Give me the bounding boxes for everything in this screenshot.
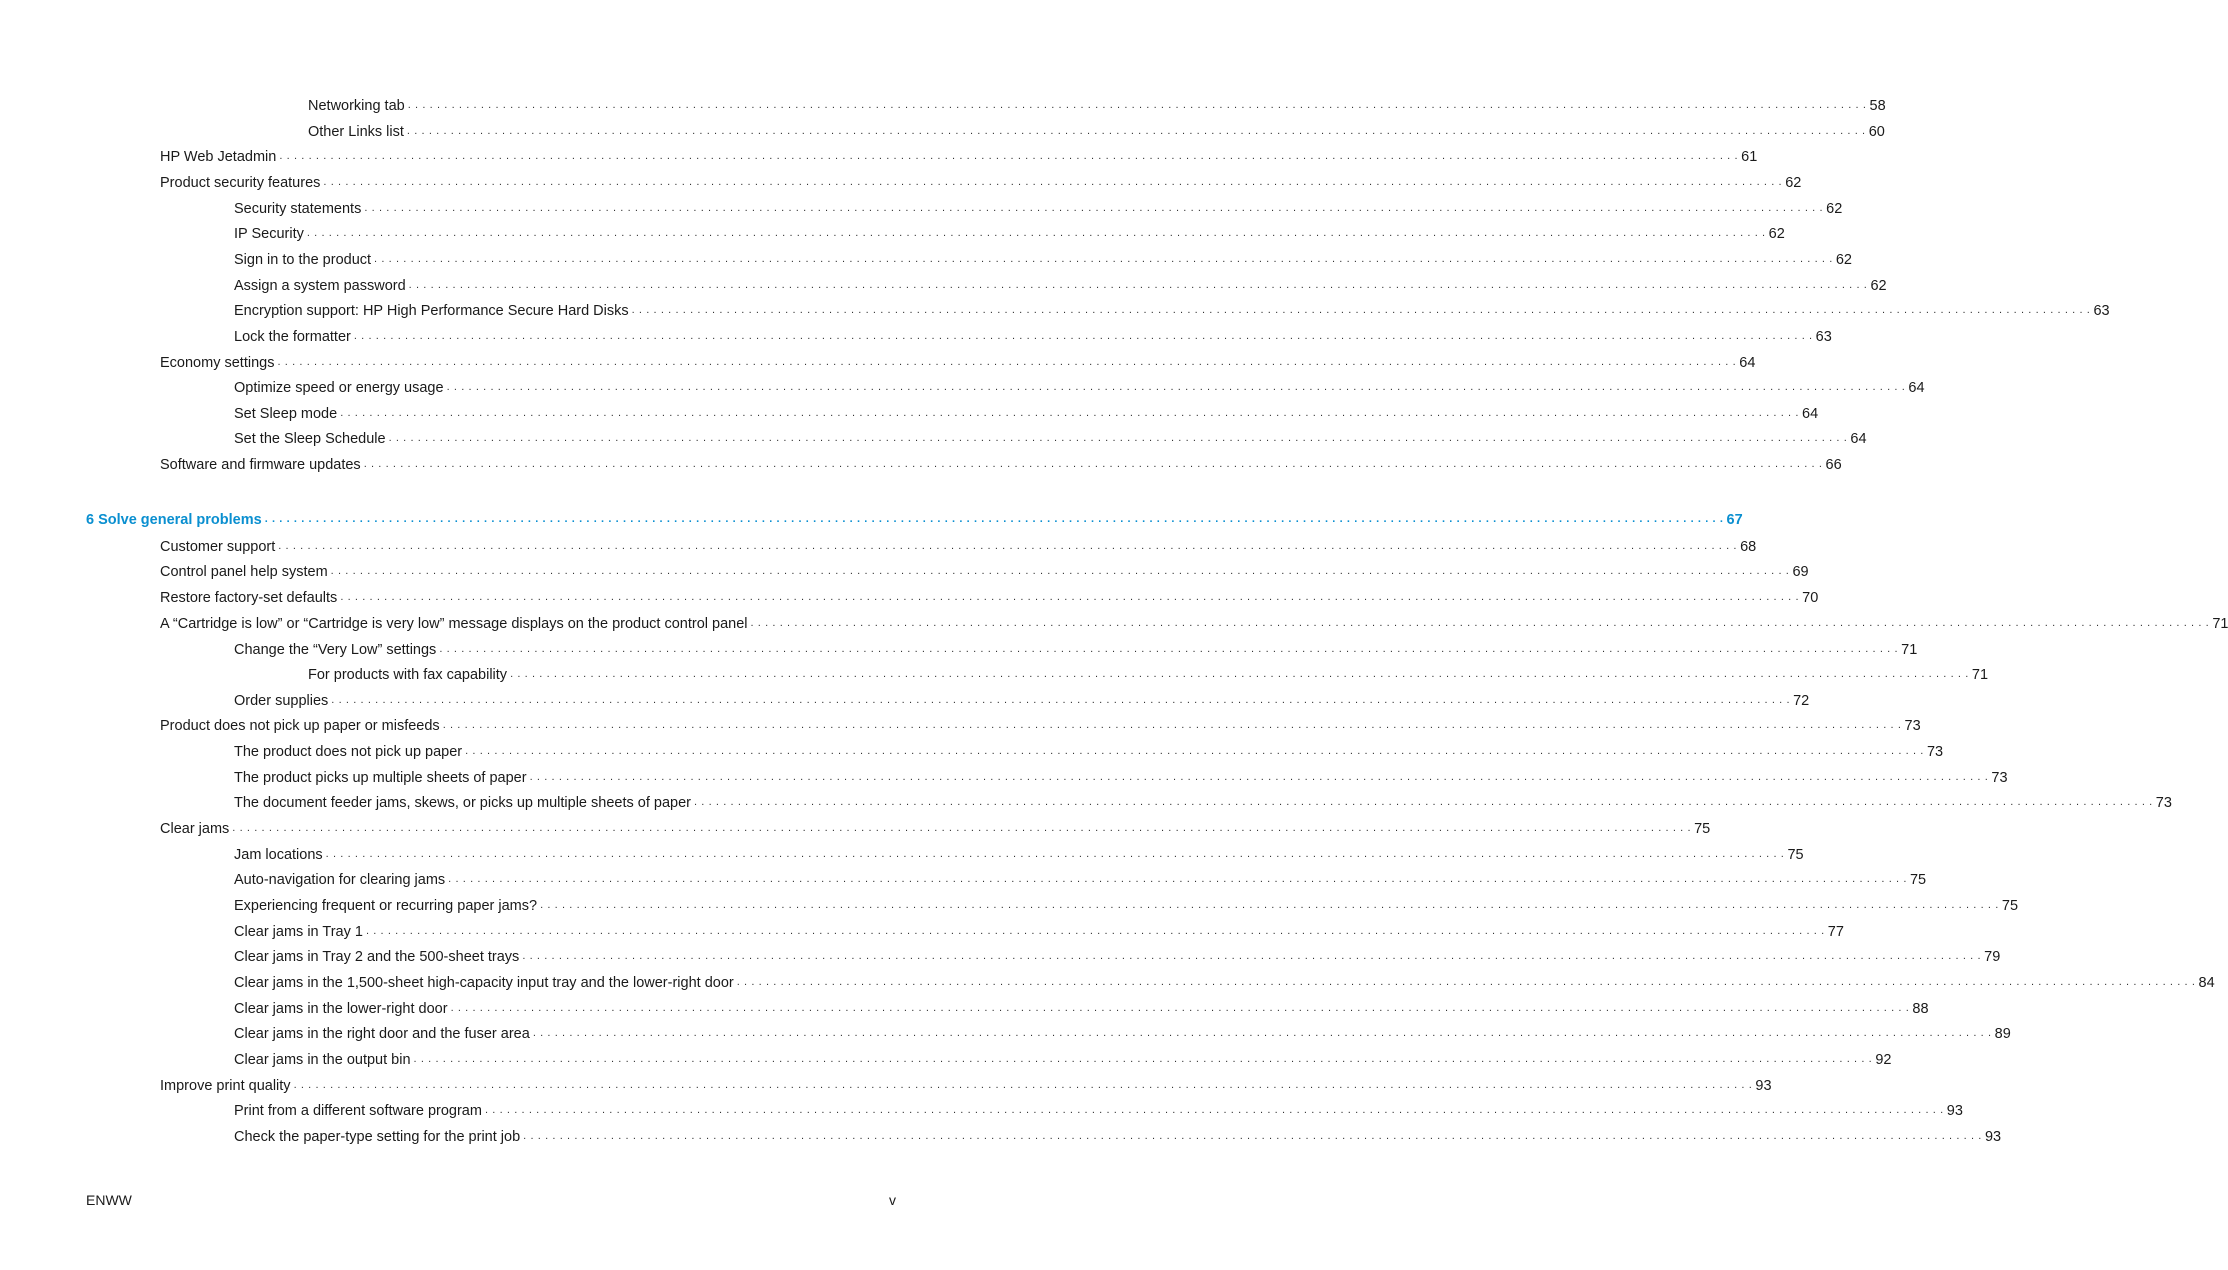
toc-entry[interactable]: [160, 562, 1809, 582]
dot-leader: . . . . . . . . . . . . . . . . . . . . . . . . . . . . . . . . . . . . . . . . . . . . . . . . . . . . . . . . . . . . . . . . . . . . . . . . . . . . . . . . . . . . . . . . . . . . . . . . . . . . . . . . . . . . . . . . . . . . . . . . . . . . . . . . . . . . . . . . . . . . . . . . . . . . . . . . . . . . . . . . . . . . . . . . . . . . . . . . . . . . . . . . . . . . . . . . . . . . . . . .: [232, 822, 1692, 834]
toc-entry-page: 62: [1768, 226, 1785, 242]
toc-entry-page: 63: [1815, 329, 1832, 345]
footer-page-number: v: [889, 1192, 896, 1208]
toc-entry[interactable]: [234, 327, 1832, 347]
toc-entry-page: 62: [1826, 201, 1843, 217]
toc-entry-page: 84: [2198, 975, 2215, 991]
dot-leader: . . . . . . . . . . . . . . . . . . . . . . . . . . . . . . . . . . . . . . . . . . . . . . . . . . . . . . . . . . . . . . . . . . . . . . . . . . . . . . . . . . . . . . . . . . . . . . . . . . . . . . . . . . . . . . . . . . . . . . . . . . . . . . . . . . . . . . . . . . . . . . . . . . . . . . . . . . . . . . . . . . . . . . . . . . . . . . . . . . . . . . . . . . . . . . . . . . . . . . . .: [353, 330, 1813, 342]
toc-entry-title: Clear jams: [160, 821, 230, 837]
dot-leader: . . . . . . . . . . . . . . . . . . . . . . . . . . . . . . . . . . . . . . . . . . . . . . . . . . . . . . . . . . . . . . . . . . . . . . . . . . . . . . . . . . . . . . . . . . . . . . . . . . . . . . . . . . . . . . . . . . . . . . . . . . . . . . . . . . . . . . . . . . . . . . . . . . . . . . . . . . . . . . . . . . . . . . . . . . . . . . . . . . . . . . . . . . . . . . . . . . . . . . . .: [277, 356, 1737, 368]
dot-leader: . . . . . . . . . . . . . . . . . . . . . . . . . . . . . . . . . . . . . . . . . . . . . . . . . . . . . . . . . . . . . . . . . . . . . . . . . . . . . . . . . . . . . . . . . . . . . . . . . . . . . . . . . . . . . . . . . . . . . . . . . . . . . . . . . . . . . . . . . . . . . . . . . . . . . . . . . . . . . . . . . . . . . . . . . . . . . . . . . . . . . . . . . . . . . . . . . . . . . . . .: [293, 1079, 1753, 1091]
toc-entry[interactable]: [234, 845, 1804, 865]
dot-leader: . . . . . . . . . . . . . . . . . . . . . . . . . . . . . . . . . . . . . . . . . . . . . . . . . . . . . . . . . . . . . . . . . . . . . . . . . . . . . . . . . . . . . . . . . . . . . . . . . . . . . . . . . . . . . . . . . . . . . . . . . . . . . . . . . . . . . . . . . . . . . . . . . . . . . . . . . . . . . . . . . . . . . . . . . . . . . . . . . . . . . . . . . . . . . . . . . . . . . . . .: [448, 873, 1907, 885]
toc-entry-page: 64: [1908, 380, 1925, 396]
toc-entry-page: 73: [1904, 718, 1921, 734]
toc-entry[interactable]: [308, 96, 1886, 116]
toc-entry[interactable]: [234, 999, 1929, 1019]
toc-entry-page: 73: [1926, 744, 1944, 760]
toc-entry-title: Lock the formatter: [234, 329, 351, 345]
toc-entry-title: 6 Solve general problems: [86, 512, 262, 528]
dot-leader: . . . . . . . . . . . . . . . . . . . . . . . . . . . . . . . . . . . . . . . . . . . . . . . . . . . . . . . . . . . . . . . . . . . . . . . . . . . . . . . . . . . . . . . . . . . . . . . . . . . . . . . . . . . . . . . . . . . . . . . . . . . . . . . . . . . . . . . . . . . . . . . . . . . . . . . . . . . . . . . . . . . . . . . . . . . . . . . . . . . . . . . . . . . . . . . . . . . . . . . .: [439, 643, 1899, 655]
toc-entry-page: 79: [1984, 949, 2001, 965]
toc-entry[interactable]: [160, 716, 1921, 736]
toc-entry-title: Clear jams in the output bin: [234, 1052, 411, 1068]
toc-entry[interactable]: [234, 1024, 2011, 1044]
toc-chapter-entry[interactable]: [86, 510, 1743, 530]
toc-entry[interactable]: [234, 276, 1887, 296]
dot-leader: . . . . . . . . . . . . . . . . . . . . . . . . . . . . . . . . . . . . . . . . . . . . . . . . . . . . . . . . . . . . . . . . . . . . . . . . . . . . . . . . . . . . . . . . . . . . . . . . . . . . . . . . . . . . . . . . . . . . . . . . . . . . . . . . . . . . . . . . . . . . . . . . . . . . . . . . . . . . . . . . . . . . . . . . . . . . . . . . . . . . . . . . . . . . . . . . . . . . . . . .: [340, 407, 1799, 419]
toc-entry-title: Networking tab: [308, 98, 405, 114]
toc-entry[interactable]: [234, 973, 2215, 993]
toc-entry[interactable]: [234, 640, 1918, 660]
toc-entry[interactable]: [160, 353, 1756, 373]
footer-left-label: ENWW: [86, 1192, 132, 1208]
toc-entry[interactable]: [308, 122, 1885, 142]
dot-leader: . . . . . . . . . . . . . . . . . . . . . . . . . . . . . . . . . . . . . . . . . . . . . . . . . . . . . . . . . . . . . . . . . . . . . . . . . . . . . . . . . . . . . . . . . . . . . . . . . . . . . . . . . . . . . . . . . . . . . . . . . . . . . . . . . . . . . . . . . . . . . . . . . . . . . . . . . . . . . . . . . . . . . . . . . . . . . . . . . . . . . . . . . . . . . . . . . . . . . . . .: [365, 925, 1825, 937]
toc-entry-page: 64: [1850, 431, 1867, 447]
toc-entry-page: 62: [1785, 175, 1802, 191]
toc-entry-page: 71: [2212, 616, 2228, 632]
toc-entry-page: 71: [1901, 642, 1918, 658]
toc-entry-title: HP Web Jetadmin: [160, 149, 277, 165]
toc-entry-title: Order supplies: [234, 693, 329, 709]
toc-entry[interactable]: [234, 1101, 1963, 1121]
dot-leader: . . . . . . . . . . . . . . . . . . . . . . . . . . . . . . . . . . . . . . . . . . . . . . . . . . . . . . . . . . . . . . . . . . . . . . . . . . . . . . . . . . . . . . . . . . . . . . . . . . . . . . . . . . . . . . . . . . . . . . . . . . . . . . . . . . . . . . . . . . . . . . . . . . . . . . . . . . . . . . . . . . . . . . . . . . . . . . . . . . . . . . . . . . . . . . . . . . . . . . . .: [736, 976, 2196, 988]
dot-leader: . . . . . . . . . . . . . . . . . . . . . . . . . . . . . . . . . . . . . . . . . . . . . . . . . . . . . . . . . . . . . . . . . . . . . . . . . . . . . . . . . . . . . . . . . . . . . . . . . . . . . . . . . . . . . . . . . . . . . . . . . . . . . . . . . . . . . . . . . . . . . . . . . . . . . . . . . . . . . . . . . . . . . . . . . . . . . . . . . . . . . . . . . . . . . . . . . . . . . . . .: [340, 591, 1800, 603]
toc-entry[interactable]: [234, 1127, 2002, 1147]
toc-entry[interactable]: [234, 199, 1843, 219]
toc-entry-title: Set Sleep mode: [234, 406, 338, 422]
toc-entry-title: Auto-navigation for clearing jams: [234, 872, 446, 888]
toc-entry-page: 75: [1694, 821, 1711, 837]
dot-leader: . . . . . . . . . . . . . . . . . . . . . . . . . . . . . . . . . . . . . . . . . . . . . . . . . . . . . . . . . . . . . . . . . . . . . . . . . . . . . . . . . . . . . . . . . . . . . . . . . . . . . . . . . . . . . . . . . . . . . . . . . . . . . . . . . . . . . . . . . . . . . . . . . . . . . . . . . . . . . . . . . . . . . . . . . . . . . . . . . . . . . . . . . . . . . . . . . . . . . . . .: [413, 1053, 1873, 1065]
dot-leader: . . . . . . . . . . . . . . . . . . . . . . . . . . . . . . . . . . . . . . . . . . . . . . . . . . . . . . . . . . . . . . . . . . . . . . . . . . . . . . . . . . . . . . . . . . . . . . . . . . . . . . . . . . . . . . . . . . . . . . . . . . . . . . . . . . . . . . . . . . . . . . . . . . . . . . . . . . . . . . . . . . . . . . . . . . . . . . . . . . . . . . . . . . . . . . . . . . . . . . . .: [325, 848, 1785, 860]
toc-entry[interactable]: [234, 691, 1810, 711]
dot-leader: . . . . . . . . . . . . . . . . . . . . . . . . . . . . . . . . . . . . . . . . . . . . . . . . . . . . . . . . . . . . . . . . . . . . . . . . . . . . . . . . . . . . . . . . . . . . . . . . . . . . . . . . . . . . . . . . . . . . . . . . . . . . . . . . . . . . . . . . . . . . . . . . . . . . . . . . . . . . . . . . . . . . . . . . . . . . . . . . . . . . . . . . . . . . . . . . . . . . . . . .: [484, 1104, 1944, 1116]
toc-entry[interactable]: [234, 896, 2019, 916]
toc-entry-title: Improve print quality: [160, 1078, 291, 1094]
dot-leader: . . . . . . . . . . . . . . . . . . . . . . . . . . . . . . . . . . . . . . . . . . . . . . . . . . . . . . . . . . . . . . . . . . . . . . . . . . . . . . . . . . . . . . . . . . . . . . . . . . . . . . . . . . . . . . . . . . . . . . . . . . . . . . . . . . . . . . . . . . . . . . . . . . . . . . . . . . . . . . . . . . . . . . . . . . . . . . . . . . . . . . . . . . . . . . . . . . . . . . . .: [750, 617, 2210, 629]
dot-leader: . . . . . . . . . . . . . . . . . . . . . . . . . . . . . . . . . . . . . . . . . . . . . . . . . . . . . . . . . . . . . . . . . . . . . . . . . . . . . . . . . . . . . . . . . . . . . . . . . . . . . . . . . . . . . . . . . . . . . . . . . . . . . . . . . . . . . . . . . . . . . . . . . . . . . . . . . . . . . . . . . . . . . . . . . . . . . . . . . . . . . . . . . . . . . . . . . . . . . . . .: [693, 796, 2153, 808]
toc-entry-title: A “Cartridge is low” or “Cartridge is very low” message displays on the product control panel: [160, 616, 748, 632]
toc-entry-page: 68: [1740, 539, 1757, 555]
toc-entry-page: 61: [1741, 149, 1758, 165]
toc-entry-title: The document feeder jams, skews, or picks up multiple sheets of paper: [234, 795, 691, 811]
toc-entry[interactable]: [234, 301, 2110, 321]
toc-entry-title: Clear jams in the right door and the fuser area: [234, 1026, 530, 1042]
toc-entry[interactable]: [160, 173, 1802, 193]
toc-entry-page: 71: [1971, 667, 1989, 683]
toc-entry-page: 73: [1991, 770, 2008, 786]
toc-entry[interactable]: [234, 250, 1852, 270]
dot-leader: . . . . . . . . . . . . . . . . . . . . . . . . . . . . . . . . . . . . . . . . . . . . . . . . . . . . . . . . . . . . . . . . . . . . . . . . . . . . . . . . . . . . . . . . . . . . . . . . . . . . . . . . . . . . . . . . . . . . . . . . . . . . . . . . . . . . . . . . . . . . . . . . . . . . . . . . . . . . . . . . . . . . . . . . . . . . . . . . . . . . . . . . . . . . . . . . . . . . . . . .: [388, 432, 1848, 444]
toc-entry[interactable]: [234, 742, 1944, 762]
dot-leader: . . . . . . . . . . . . . . . . . . . . . . . . . . . . . . . . . . . . . . . . . . . . . . . . . . . . . . . . . . . . . . . . . . . . . . . . . . . . . . . . . . . . . . . . . . . . . . . . . . . . . . . . . . . . . . . . . . . . . . . . . . . . . . . . . . . . . . . . . . . . . . . . . . . . . . . . . . . . . . . . . . . . . . . . . . . . . . . . . . . . . . . . . . . . . . . . . . . . . . . .: [264, 513, 1724, 525]
dot-leader: . . . . . . . . . . . . . . . . . . . . . . . . . . . . . . . . . . . . . . . . . . . . . . . . . . . . . . . . . . . . . . . . . . . . . . . . . . . . . . . . . . . . . . . . . . . . . . . . . . . . . . . . . . . . . . . . . . . . . . . . . . . . . . . . . . . . . . . . . . . . . . . . . . . . . . . . . . . . . . . . . . . . . . . . . . . . . . . . . . . . . . . . . . . . . . . . . . . . . . . .: [522, 950, 1982, 962]
dot-leader: . . . . . . . . . . . . . . . . . . . . . . . . . . . . . . . . . . . . . . . . . . . . . . . . . . . . . . . . . . . . . . . . . . . . . . . . . . . . . . . . . . . . . . . . . . . . . . . . . . . . . . . . . . . . . . . . . . . . . . . . . . . . . . . . . . . . . . . . . . . . . . . . . . . . . . . . . . . . . . . . . . . . . . . . . . . . . . . . . . . . . . . . . . . . . . . . . . . . . . . .: [330, 565, 1790, 577]
toc-entry-page: 62: [1835, 252, 1852, 268]
toc-entry[interactable]: [160, 147, 1758, 167]
toc-entry[interactable]: [308, 665, 1989, 685]
toc-entry-title: Product does not pick up paper or misfeeds: [160, 718, 440, 734]
dot-leader: . . . . . . . . . . . . . . . . . . . . . . . . . . . . . . . . . . . . . . . . . . . . . . . . . . . . . . . . . . . . . . . . . . . . . . . . . . . . . . . . . . . . . . . . . . . . . . . . . . . . . . . . . . . . . . . . . . . . . . . . . . . . . . . . . . . . . . . . . . . . . . . . . . . . . . . . . . . . . . . . . . . . . . . . . . . . . . . . . . . . . . . . . . . . . . . . . . . . . . . .: [278, 540, 1738, 552]
toc-entry-page: 69: [1792, 564, 1809, 580]
toc-entry[interactable]: [160, 537, 1757, 557]
toc-entry-page: 73: [2155, 795, 2172, 811]
dot-leader: . . . . . . . . . . . . . . . . . . . . . . . . . . . . . . . . . . . . . . . . . . . . . . . . . . . . . . . . . . . . . . . . . . . . . . . . . . . . . . . . . . . . . . . . . . . . . . . . . . . . . . . . . . . . . . . . . . . . . . . . . . . . . . . . . . . . . . . . . . . . . . . . . . . . . . . . . . . . . . . . . . . . . . . . . . . . . . . . . . . . . . . . . . . . . . . . . . . . . . . .: [510, 668, 1969, 680]
toc-entry-title: Print from a different software program: [234, 1103, 482, 1119]
toc-entry-title: The product does not pick up paper: [234, 744, 463, 760]
dot-leader: . . . . . . . . . . . . . . . . . . . . . . . . . . . . . . . . . . . . . . . . . . . . . . . . . . . . . . . . . . . . . . . . . . . . . . . . . . . . . . . . . . . . . . . . . . . . . . . . . . . . . . . . . . . . . . . . . . . . . . . . . . . . . . . . . . . . . . . . . . . . . . . . . . . . . . . . . . . . . . . . . . . . . . . . . . . . . . . . . . . . . . . . . . . . . . . . . . . . . . . .: [540, 899, 1999, 911]
toc-entry[interactable]: [234, 378, 1925, 398]
dot-leader: . . . . . . . . . . . . . . . . . . . . . . . . . . . . . . . . . . . . . . . . . . . . . . . . . . . . . . . . . . . . . . . . . . . . . . . . . . . . . . . . . . . . . . . . . . . . . . . . . . . . . . . . . . . . . . . . . . . . . . . . . . . . . . . . . . . . . . . . . . . . . . . . . . . . . . . . . . . . . . . . . . . . . . . . . . . . . . . . . . . . . . . . . . . . . . . . . . . . . . . .: [279, 150, 1739, 162]
toc-entry-page: 93: [1984, 1129, 2002, 1145]
toc-entry-page: 58: [1869, 98, 1886, 114]
dot-leader: . . . . . . . . . . . . . . . . . . . . . . . . . . . . . . . . . . . . . . . . . . . . . . . . . . . . . . . . . . . . . . . . . . . . . . . . . . . . . . . . . . . . . . . . . . . . . . . . . . . . . . . . . . . . . . . . . . . . . . . . . . . . . . . . . . . . . . . . . . . . . . . . . . . . . . . . . . . . . . . . . . . . . . . . . . . . . . . . . . . . . . . . . . . . . . . . . . . . . . . .: [631, 304, 2091, 316]
toc-entry-page: 67: [1726, 512, 1743, 528]
toc-entry-page: 93: [1946, 1103, 1963, 1119]
dot-leader: . . . . . . . . . . . . . . . . . . . . . . . . . . . . . . . . . . . . . . . . . . . . . . . . . . . . . . . . . . . . . . . . . . . . . . . . . . . . . . . . . . . . . . . . . . . . . . . . . . . . . . . . . . . . . . . . . . . . . . . . . . . . . . . . . . . . . . . . . . . . . . . . . . . . . . . . . . . . . . . . . . . . . . . . . . . . . . . . . . . . . . . . . . . . . . . . . . . . . . . .: [306, 227, 1766, 239]
toc-entry[interactable]: [234, 404, 1819, 424]
toc-entry-title: Economy settings: [160, 355, 275, 371]
toc-entry[interactable]: [160, 588, 1819, 608]
toc-entry[interactable]: [234, 793, 2172, 813]
toc-entry-page: 89: [1994, 1026, 2011, 1042]
toc-entry[interactable]: [234, 768, 2008, 788]
dot-leader: . . . . . . . . . . . . . . . . . . . . . . . . . . . . . . . . . . . . . . . . . . . . . . . . . . . . . . . . . . . . . . . . . . . . . . . . . . . . . . . . . . . . . . . . . . . . . . . . . . . . . . . . . . . . . . . . . . . . . . . . . . . . . . . . . . . . . . . . . . . . . . . . . . . . . . . . . . . . . . . . . . . . . . . . . . . . . . . . . . . . . . . . . . . . . . . . . . . . . . . .: [523, 1130, 1982, 1142]
toc-entry-page: 72: [1793, 693, 1810, 709]
toc-entry[interactable]: [234, 870, 1927, 890]
toc-entry[interactable]: [160, 455, 1842, 475]
dot-leader: . . . . . . . . . . . . . . . . . . . . . . . . . . . . . . . . . . . . . . . . . . . . . . . . . . . . . . . . . . . . . . . . . . . . . . . . . . . . . . . . . . . . . . . . . . . . . . . . . . . . . . . . . . . . . . . . . . . . . . . . . . . . . . . . . . . . . . . . . . . . . . . . . . . . . . . . . . . . . . . . . . . . . . . . . . . . . . . . . . . . . . . . . . . . . . . . . . . . . . . .: [331, 694, 1791, 706]
toc-entry[interactable]: [234, 922, 1844, 942]
dot-leader: . . . . . . . . . . . . . . . . . . . . . . . . . . . . . . . . . . . . . . . . . . . . . . . . . . . . . . . . . . . . . . . . . . . . . . . . . . . . . . . . . . . . . . . . . . . . . . . . . . . . . . . . . . . . . . . . . . . . . . . . . . . . . . . . . . . . . . . . . . . . . . . . . . . . . . . . . . . . . . . . . . . . . . . . . . . . . . . . . . . . . . . . . . . . . . . . . . . . . . . .: [408, 279, 1868, 291]
toc-entry-page: 66: [1825, 457, 1842, 473]
toc-entry[interactable]: [160, 819, 1711, 839]
dot-leader: . . . . . . . . . . . . . . . . . . . . . . . . . . . . . . . . . . . . . . . . . . . . . . . . . . . . . . . . . . . . . . . . . . . . . . . . . . . . . . . . . . . . . . . . . . . . . . . . . . . . . . . . . . . . . . . . . . . . . . . . . . . . . . . . . . . . . . . . . . . . . . . . . . . . . . . . . . . . . . . . . . . . . . . . . . . . . . . . . . . . . . . . . . . . . . . . . . . . . . . .: [406, 125, 1866, 137]
toc-entry-page: 88: [1912, 1001, 1929, 1017]
toc-entry-page: 75: [2001, 898, 2019, 914]
toc-entry-title: Clear jams in Tray 2 and the 500-sheet trays: [234, 949, 520, 965]
dot-leader: . . . . . . . . . . . . . . . . . . . . . . . . . . . . . . . . . . . . . . . . . . . . . . . . . . . . . . . . . . . . . . . . . . . . . . . . . . . . . . . . . . . . . . . . . . . . . . . . . . . . . . . . . . . . . . . . . . . . . . . . . . . . . . . . . . . . . . . . . . . . . . . . . . . . . . . . . . . . . . . . . . . . . . . . . . . . . . . . . . . . . . . . . . . . . . . . . . . . . . . .: [323, 176, 1783, 188]
toc-entry-title: Control panel help system: [160, 564, 328, 580]
toc-entry-page: 60: [1868, 124, 1885, 140]
toc-entry-title: Sign in to the product: [234, 252, 372, 268]
toc-entry-page: 63: [2093, 303, 2110, 319]
toc-entry-page: 75: [1787, 847, 1804, 863]
toc-entry[interactable]: [234, 1050, 1892, 1070]
toc-entry[interactable]: [234, 947, 2001, 967]
toc-entry-page: 75: [1909, 872, 1927, 888]
toc-entry-title: Customer support: [160, 539, 276, 555]
toc-entry[interactable]: [160, 1076, 1772, 1096]
toc-entry-title: Set the Sleep Schedule: [234, 431, 386, 447]
toc-entry-title: Jam locations: [234, 847, 323, 863]
toc-entry-title: Check the paper-type setting for the print job: [234, 1129, 521, 1145]
toc-entry-title: Encryption support: HP High Performance Secure Hard Disks: [234, 303, 629, 319]
toc-entry-title: Assign a system password: [234, 278, 406, 294]
dot-leader: . . . . . . . . . . . . . . . . . . . . . . . . . . . . . . . . . . . . . . . . . . . . . . . . . . . . . . . . . . . . . . . . . . . . . . . . . . . . . . . . . . . . . . . . . . . . . . . . . . . . . . . . . . . . . . . . . . . . . . . . . . . . . . . . . . . . . . . . . . . . . . . . . . . . . . . . . . . . . . . . . . . . . . . . . . . . . . . . . . . . . . . . . . . . . . . . . . . . . . . .: [442, 719, 1902, 731]
toc-entry-title: For products with fax capability: [308, 667, 508, 683]
toc-entry-title: Clear jams in Tray 1: [234, 924, 363, 940]
toc-entry[interactable]: [234, 429, 1867, 449]
toc-entry-title: Other Links list: [308, 124, 404, 140]
dot-leader: . . . . . . . . . . . . . . . . . . . . . . . . . . . . . . . . . . . . . . . . . . . . . . . . . . . . . . . . . . . . . . . . . . . . . . . . . . . . . . . . . . . . . . . . . . . . . . . . . . . . . . . . . . . . . . . . . . . . . . . . . . . . . . . . . . . . . . . . . . . . . . . . . . . . . . . . . . . . . . . . . . . . . . . . . . . . . . . . . . . . . . . . . . . . . . . . . . . . . . . .: [465, 745, 1924, 757]
dot-leader: . . . . . . . . . . . . . . . . . . . . . . . . . . . . . . . . . . . . . . . . . . . . . . . . . . . . . . . . . . . . . . . . . . . . . . . . . . . . . . . . . . . . . . . . . . . . . . . . . . . . . . . . . . . . . . . . . . . . . . . . . . . . . . . . . . . . . . . . . . . . . . . . . . . . . . . . . . . . . . . . . . . . . . . . . . . . . . . . . . . . . . . . . . . . . . . . . . . . . . . .: [407, 99, 1867, 111]
toc-entry-page: 70: [1802, 590, 1819, 606]
toc-entry-page: 92: [1875, 1052, 1892, 1068]
toc-entry-title: Clear jams in the lower-right door: [234, 1001, 448, 1017]
toc-entry-title: Change the “Very Low” settings: [234, 642, 437, 658]
toc-entry[interactable]: [234, 224, 1785, 244]
toc-entry-title: IP Security: [234, 226, 304, 242]
toc-entry-page: 77: [1827, 924, 1844, 940]
toc-entry-page: 64: [1802, 406, 1819, 422]
dot-leader: . . . . . . . . . . . . . . . . . . . . . . . . . . . . . . . . . . . . . . . . . . . . . . . . . . . . . . . . . . . . . . . . . . . . . . . . . . . . . . . . . . . . . . . . . . . . . . . . . . . . . . . . . . . . . . . . . . . . . . . . . . . . . . . . . . . . . . . . . . . . . . . . . . . . . . . . . . . . . . . . . . . . . . . . . . . . . . . . . . . . . . . . . . . . . . . . . . . . . . . .: [529, 771, 1989, 783]
dot-leader: . . . . . . . . . . . . . . . . . . . . . . . . . . . . . . . . . . . . . . . . . . . . . . . . . . . . . . . . . . . . . . . . . . . . . . . . . . . . . . . . . . . . . . . . . . . . . . . . . . . . . . . . . . . . . . . . . . . . . . . . . . . . . . . . . . . . . . . . . . . . . . . . . . . . . . . . . . . . . . . . . . . . . . . . . . . . . . . . . . . . . . . . . . . . . . . . . . . . . . . .: [374, 253, 1833, 265]
toc-entry-title: Software and firmware updates: [160, 457, 361, 473]
dot-leader: . . . . . . . . . . . . . . . . . . . . . . . . . . . . . . . . . . . . . . . . . . . . . . . . . . . . . . . . . . . . . . . . . . . . . . . . . . . . . . . . . . . . . . . . . . . . . . . . . . . . . . . . . . . . . . . . . . . . . . . . . . . . . . . . . . . . . . . . . . . . . . . . . . . . . . . . . . . . . . . . . . . . . . . . . . . . . . . . . . . . . . . . . . . . . . . . . . . . . . . .: [450, 1002, 1910, 1014]
toc-entry-title: Product security features: [160, 175, 321, 191]
toc-entry[interactable]: [160, 614, 2228, 634]
dot-leader: . . . . . . . . . . . . . . . . . . . . . . . . . . . . . . . . . . . . . . . . . . . . . . . . . . . . . . . . . . . . . . . . . . . . . . . . . . . . . . . . . . . . . . . . . . . . . . . . . . . . . . . . . . . . . . . . . . . . . . . . . . . . . . . . . . . . . . . . . . . . . . . . . . . . . . . . . . . . . . . . . . . . . . . . . . . . . . . . . . . . . . . . . . . . . . . . . . . . . . . .: [364, 202, 1824, 214]
toc-entry-page: 93: [1755, 1078, 1772, 1094]
toc-entry-title: Experiencing frequent or recurring paper jams?: [234, 898, 538, 914]
toc-entry-page: 64: [1739, 355, 1756, 371]
toc-entry-page: 62: [1870, 278, 1887, 294]
toc-entry-title: Optimize speed or energy usage: [234, 380, 444, 396]
dot-leader: . . . . . . . . . . . . . . . . . . . . . . . . . . . . . . . . . . . . . . . . . . . . . . . . . . . . . . . . . . . . . . . . . . . . . . . . . . . . . . . . . . . . . . . . . . . . . . . . . . . . . . . . . . . . . . . . . . . . . . . . . . . . . . . . . . . . . . . . . . . . . . . . . . . . . . . . . . . . . . . . . . . . . . . . . . . . . . . . . . . . . . . . . . . . . . . . . . . . . . . .: [446, 381, 1906, 393]
toc-entry-title: The product picks up multiple sheets of paper: [234, 770, 527, 786]
toc-entry-title: Clear jams in the 1,500-sheet high-capacity input tray and the lower-right door: [234, 975, 734, 991]
toc-entry-title: Restore factory-set defaults: [160, 590, 338, 606]
toc-entry-title: Security statements: [234, 201, 362, 217]
dot-leader: . . . . . . . . . . . . . . . . . . . . . . . . . . . . . . . . . . . . . . . . . . . . . . . . . . . . . . . . . . . . . . . . . . . . . . . . . . . . . . . . . . . . . . . . . . . . . . . . . . . . . . . . . . . . . . . . . . . . . . . . . . . . . . . . . . . . . . . . . . . . . . . . . . . . . . . . . . . . . . . . . . . . . . . . . . . . . . . . . . . . . . . . . . . . . . . . . . . . . . . .: [532, 1027, 1992, 1039]
dot-leader: . . . . . . . . . . . . . . . . . . . . . . . . . . . . . . . . . . . . . . . . . . . . . . . . . . . . . . . . . . . . . . . . . . . . . . . . . . . . . . . . . . . . . . . . . . . . . . . . . . . . . . . . . . . . . . . . . . . . . . . . . . . . . . . . . . . . . . . . . . . . . . . . . . . . . . . . . . . . . . . . . . . . . . . . . . . . . . . . . . . . . . . . . . . . . . . . . . . . . . . .: [363, 458, 1823, 470]
